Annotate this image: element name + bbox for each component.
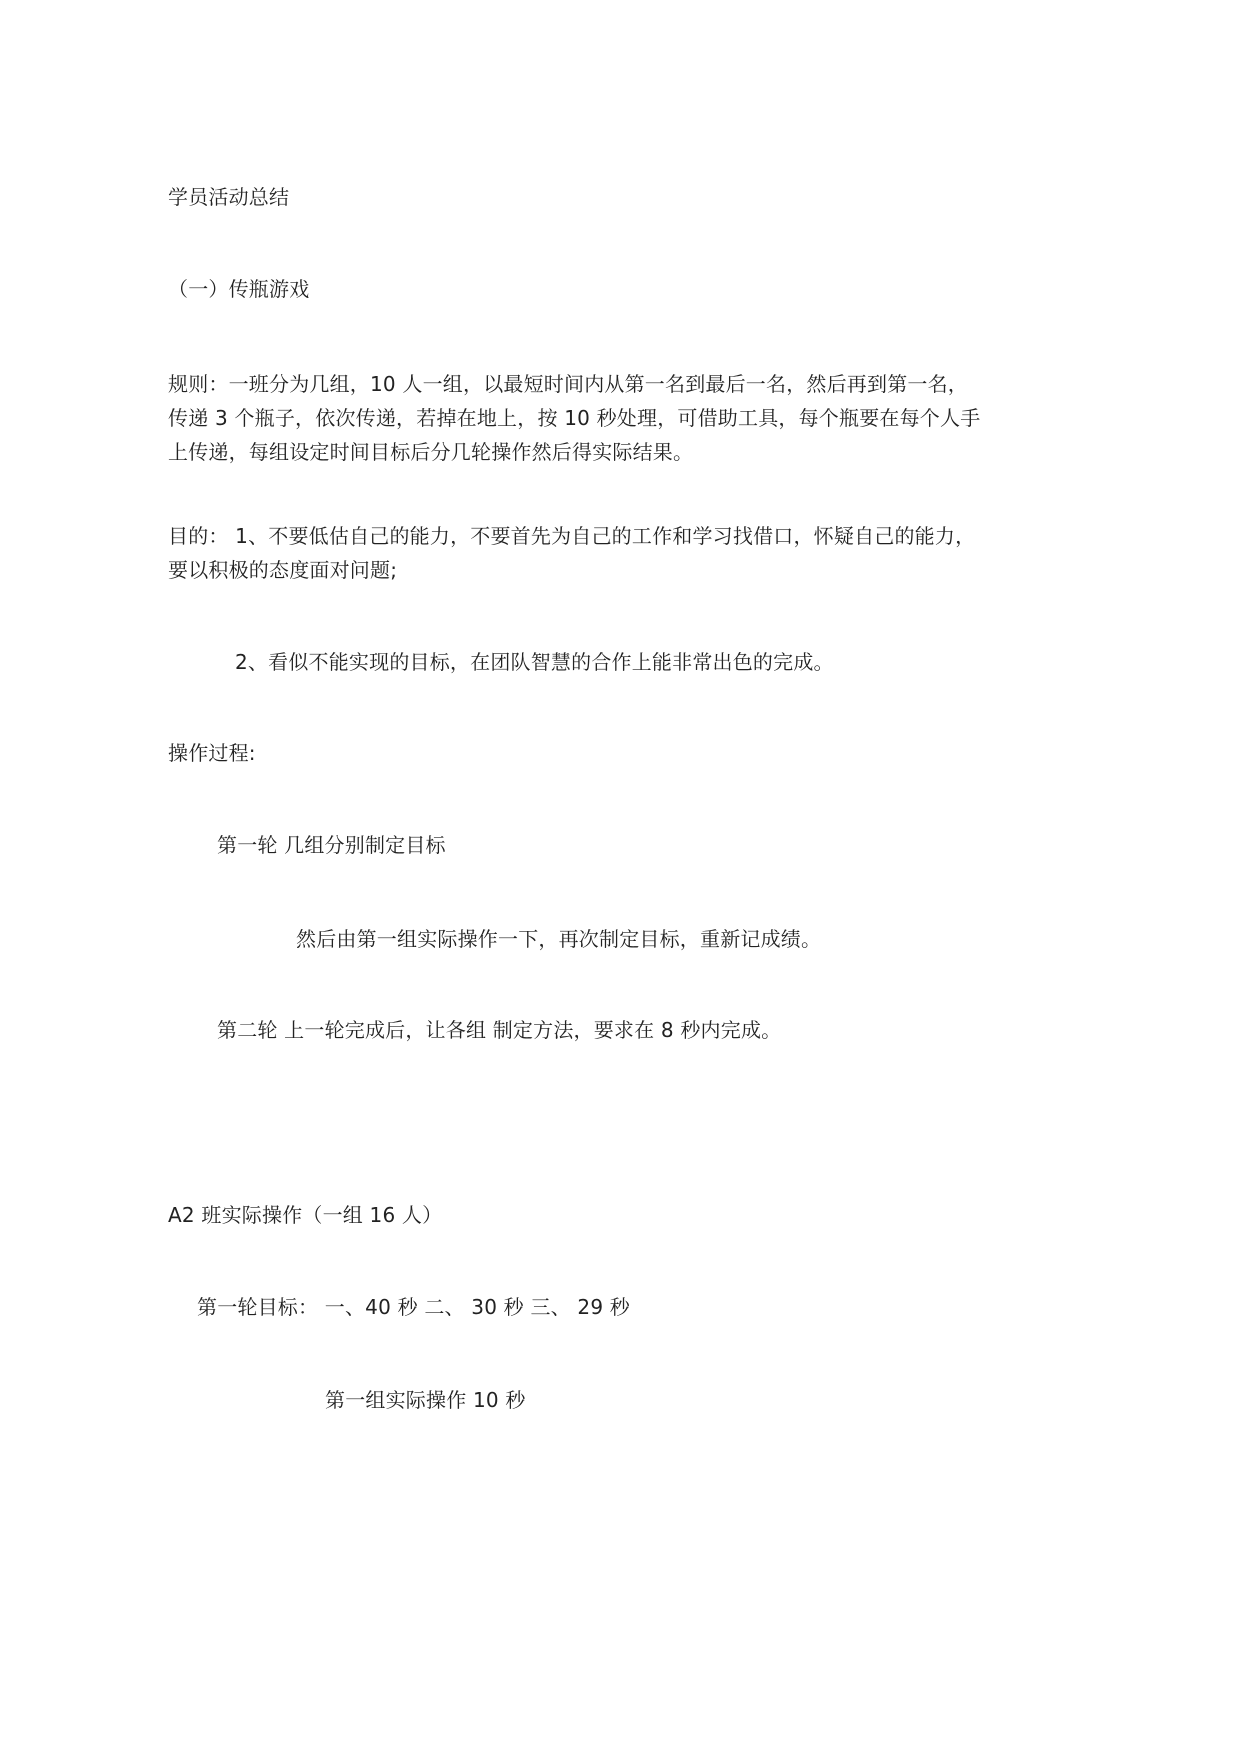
class-a2-heading: A2 班实际操作（一组 16 人） [168, 1203, 443, 1227]
process-round-1-detail: 然后由第一组实际操作一下，再次制定目标，重新记成绩。 [296, 927, 822, 951]
process-round-1: 第一轮 几组分别制定目标 [217, 833, 446, 857]
rules-line-1: 规则：一班分为几组，10 人一组，以最短时间内从第一名到最后一名，然后再到第一名， [168, 372, 969, 396]
purpose-line-1: 目的： 1、不要低估自己的能力，不要首先为自己的工作和学习找借口，怀疑自己的能力， [168, 524, 976, 548]
purpose-paragraph [168, 519, 1048, 587]
class-a2-round-1-goals: 第一轮目标： 一、40 秒 二、 30 秒 三、 29 秒 [197, 1295, 631, 1319]
rules-line-2: 传递 3 个瓶子，依次传递，若掉在地上，按 10 秒处理，可借助工具，每个瓶要在每个人手 [168, 406, 981, 430]
class-a2-group-1-actual: 第一组实际操作 10 秒 [325, 1388, 526, 1412]
process-heading: 操作过程: [168, 741, 256, 765]
document-title: 学员活动总结 [168, 185, 290, 209]
section-heading: （一）传瓶游戏 [168, 277, 310, 301]
rules-paragraph [168, 367, 1048, 469]
process-round-2: 第二轮 上一轮完成后，让各组 制定方法，要求在 8 秒内完成。 [217, 1018, 782, 1042]
purpose-line-2: 要以积极的态度面对问题; [168, 558, 398, 582]
rules-line-3: 上传递，每组设定时间目标后分几轮操作然后得实际结果。 [168, 440, 694, 464]
purpose-item-2: 2、看似不能实现的目标，在团队智慧的合作上能非常出色的完成。 [235, 650, 834, 674]
